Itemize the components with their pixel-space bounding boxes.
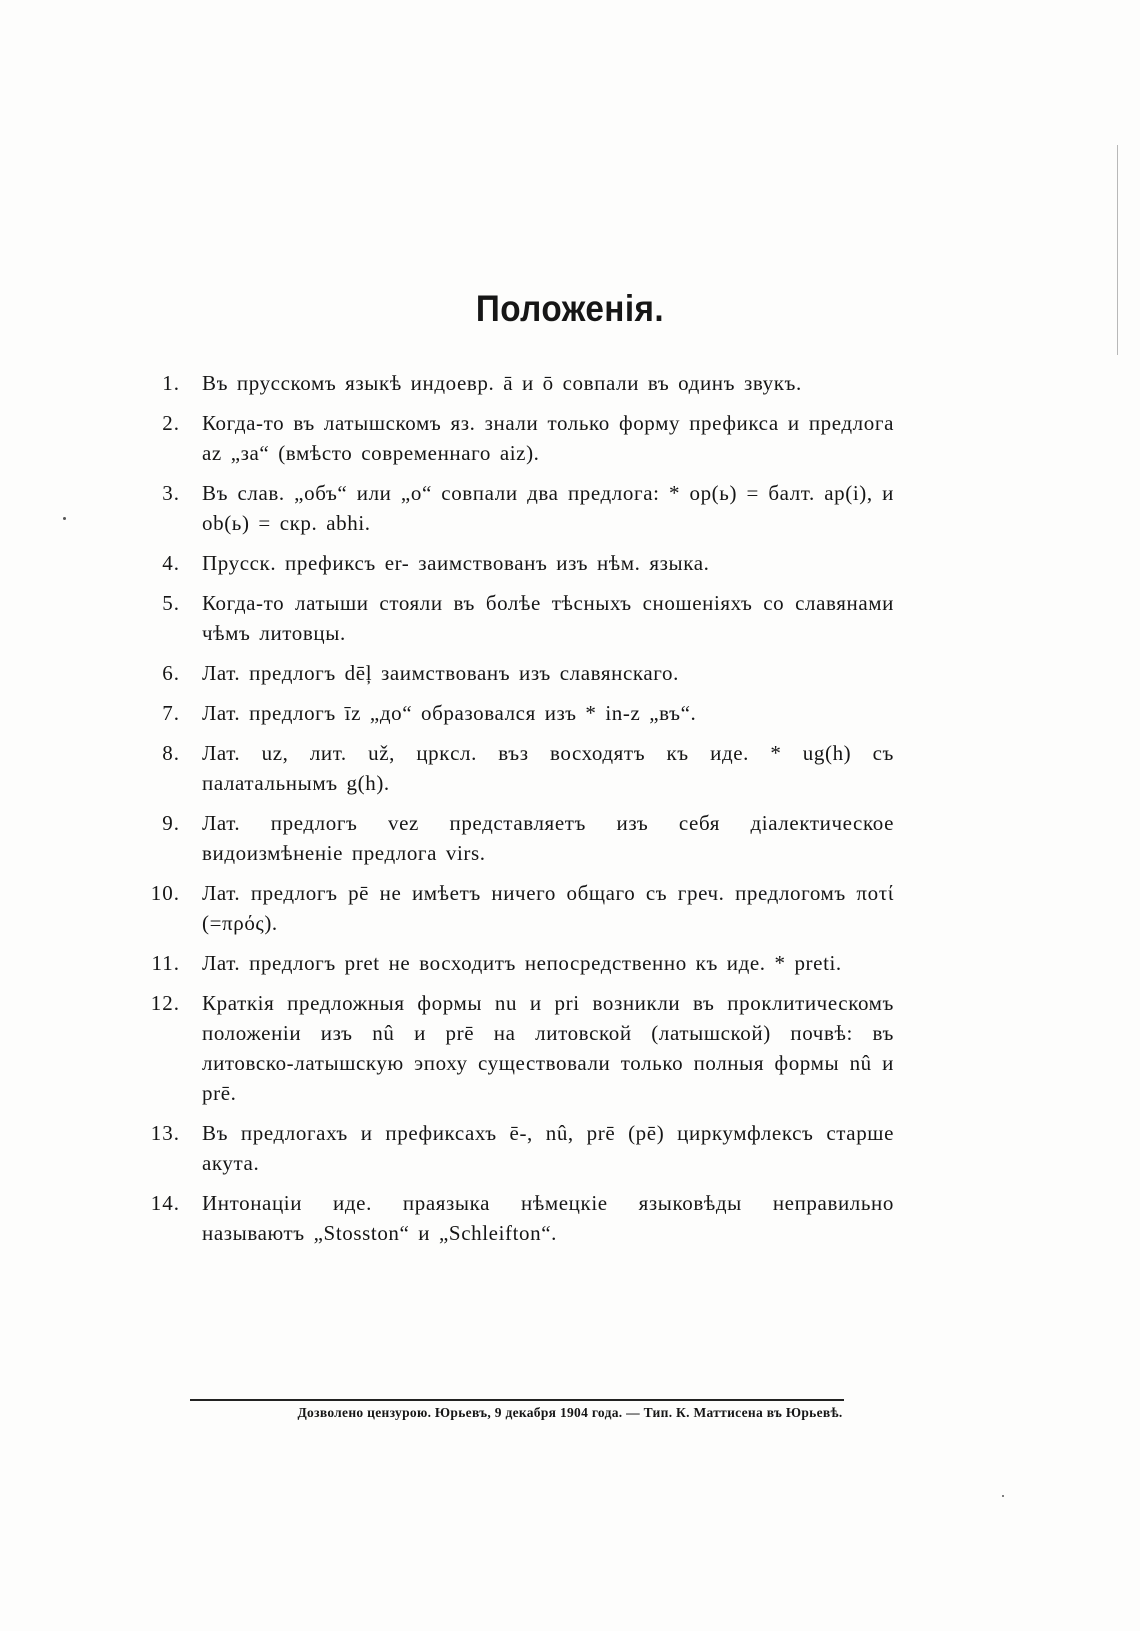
thesis-item	[140, 988, 894, 1108]
thesis-item	[140, 478, 894, 538]
thesis-number: 8.	[162, 741, 180, 765]
thesis-item	[140, 408, 894, 468]
thesis-text: Лат. предлогъ dēļ заимствованъ изъ славянскаго.	[202, 661, 679, 685]
thesis-text: Въ предлогахъ и префиксахъ ē-, nû, prē (pē) циркумфлексъ старше акута.	[202, 1121, 894, 1175]
thesis-item	[140, 1118, 894, 1178]
thesis-item	[140, 808, 894, 868]
thesis-text: Лат. uz, лит. už, цркcл. въз восходятъ къ иде. * ug(h) съ палатальнымъ g(h).	[202, 741, 894, 795]
censorship-imprint: Дозволено цензурою. Юрьевъ, 9 декабря 1904 года. — Тип. К. Маттисена въ Юрьевѣ.	[297, 1405, 843, 1420]
scan-edge-line	[1117, 145, 1118, 355]
thesis-number: 5.	[162, 591, 180, 615]
thesis-text: Лат. предлогъ pē не имѣетъ ничего общаго съ греч. предлогомъ ποτί (=πρός).	[202, 881, 894, 935]
thesis-number: 6.	[162, 661, 180, 685]
scan-speck	[63, 517, 66, 520]
thesis-item	[140, 698, 894, 728]
footer-rule	[190, 1399, 844, 1401]
thesis-text: Краткія предложныя формы nu и pri возникли въ проклитическомъ положеніи изъ nû и prē на литовской (латышской) почвѣ: въ литовско-латышскую эпоху существовали только полныя формы nû и prē.	[202, 991, 894, 1105]
thesis-text: Въ слав. „объ“ или „о“ совпали два предлога: * ор(ь) = балт. ap(i), и ob(ь) = скр. abhi.	[202, 481, 894, 535]
thesis-text: Прусск. префиксъ er- заимствованъ изъ нѣм. языка.	[202, 551, 710, 575]
thesis-item	[140, 368, 894, 398]
thesis-text: Въ прусскомъ языкѣ индоевр. ā и ō совпали въ одинъ звукъ.	[202, 371, 802, 395]
thesis-text: Лат. предлогъ vez представляетъ изъ себя діалектическое видоизмѣненіе предлога virs.	[202, 811, 894, 865]
thesis-text: Когда-то латыши стояли въ болѣе тѣсныхъ сношеніяхъ со славянами чѣмъ литовцы.	[202, 591, 894, 645]
thesis-item	[140, 658, 894, 688]
thesis-item	[140, 738, 894, 798]
thesis-number: 9.	[162, 811, 180, 835]
thesis-item	[140, 948, 894, 978]
thesis-text: Интонаціи иде. праязыка нѣмецкіе языковѣды неправильно называютъ „Stosston“ и „Schleifton“.	[202, 1191, 894, 1245]
thesis-number: 12.	[150, 991, 180, 1015]
thesis-number: 14.	[150, 1191, 180, 1215]
thesis-item	[140, 588, 894, 648]
thesis-number: 7.	[162, 701, 180, 725]
thesis-number: 4.	[162, 551, 180, 575]
theses-list	[140, 368, 894, 1258]
thesis-item	[140, 878, 894, 938]
thesis-number: 1.	[162, 371, 180, 395]
thesis-text: Лат. предлогъ pret не восходитъ непосредственно къ иде. * preti.	[202, 951, 842, 975]
thesis-text: Лат. предлогъ īz „до“ образовался изъ * in-z „въ“.	[202, 701, 697, 725]
thesis-item	[140, 548, 894, 578]
scan-speck	[1002, 1495, 1004, 1497]
thesis-number: 13.	[150, 1121, 180, 1145]
thesis-number: 10.	[150, 881, 180, 905]
thesis-number: 2.	[162, 411, 180, 435]
thesis-item	[140, 1188, 894, 1248]
thesis-text: Когда-то въ латышскомъ яз. знали только форму префикса и предлога az „за“ (вмѣсто современнаго aiz).	[202, 411, 894, 465]
thesis-number: 11.	[151, 951, 180, 975]
thesis-number: 3.	[162, 481, 180, 505]
page-title: Положенія.	[475, 288, 665, 329]
